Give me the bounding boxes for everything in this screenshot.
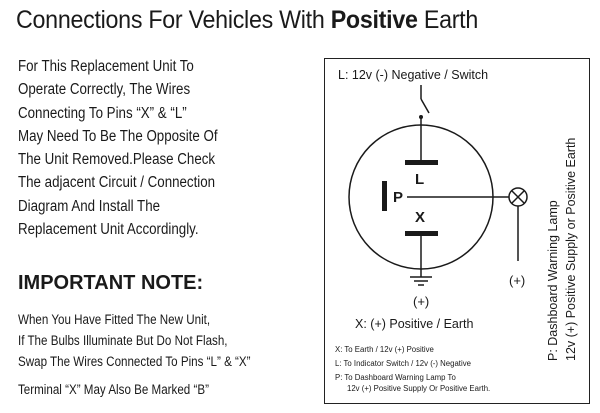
- circuit-diagram-panel: [324, 58, 590, 404]
- intro-line: For This Replacement Unit To: [18, 58, 194, 75]
- terminal-note-line: Terminal “X” May Also Be Marked “B”: [18, 382, 209, 397]
- intro-line: Connecting To Pins “X” & “L”: [18, 104, 187, 122]
- legend-line: P: To Dashboard Warning Lamp To: [335, 373, 456, 382]
- l-pin-bar: [405, 160, 438, 165]
- intro-line: Operate Correctly, The Wires: [18, 81, 191, 99]
- p-terminal-sublabel: 12v (+) Positive Supply or Positive Earth: [564, 137, 578, 361]
- important-note-heading: IMPORTANT NOTE:: [18, 272, 204, 294]
- title-bold-word: Positive: [330, 6, 418, 34]
- title-suffix: Earth: [423, 6, 479, 34]
- legend-line: L: To Indicator Switch / 12v (-) Negative: [335, 359, 471, 368]
- circuit-diagram: [325, 59, 591, 405]
- intro-line: The Unit Removed.Please Check: [18, 151, 216, 169]
- note-line: If The Bulbs Illuminate But Do Not Flash,: [18, 333, 228, 348]
- intro-line: Diagram And Install The: [18, 197, 161, 215]
- intro-text: [18, 55, 276, 241]
- x-pin-bar: [405, 231, 438, 236]
- intro-line: The adjacent Circuit / Connection: [18, 174, 216, 192]
- legend-line: 12v (+) Positive Supply Or Positive Earth.: [347, 384, 491, 393]
- intro-line: May Need To Be The Opposite Of: [18, 127, 218, 145]
- title-prefix: Connections For Vehicles With: [16, 6, 325, 34]
- earth-positive-symbol: (+): [413, 294, 430, 309]
- p-terminal-label: P: Dashboard Warning Lamp: [546, 200, 560, 361]
- pin-x-label: X: [415, 209, 426, 226]
- pin-l-label: L: [415, 171, 425, 188]
- intro-line: Replacement Unit Accordingly.: [18, 221, 199, 239]
- note-line: Swap The Wires Connected To Pins “L” & “X”: [18, 354, 251, 369]
- pin-p-label: P: [393, 189, 404, 206]
- note-line: When You Have Fitted The New Unit,: [18, 312, 211, 327]
- legend-line: X: To Earth / 12v (+) Positive: [335, 345, 434, 354]
- switch-icon: [421, 99, 429, 113]
- important-note-text: [18, 309, 276, 400]
- page-title: [16, 6, 555, 35]
- x-terminal-label: X: (+) Positive / Earth: [355, 317, 474, 331]
- l-terminal-label: L: 12v (-) Negative / Switch: [338, 68, 489, 82]
- lamp-positive-symbol: (+): [509, 273, 526, 288]
- p-pin-bar: [382, 181, 387, 211]
